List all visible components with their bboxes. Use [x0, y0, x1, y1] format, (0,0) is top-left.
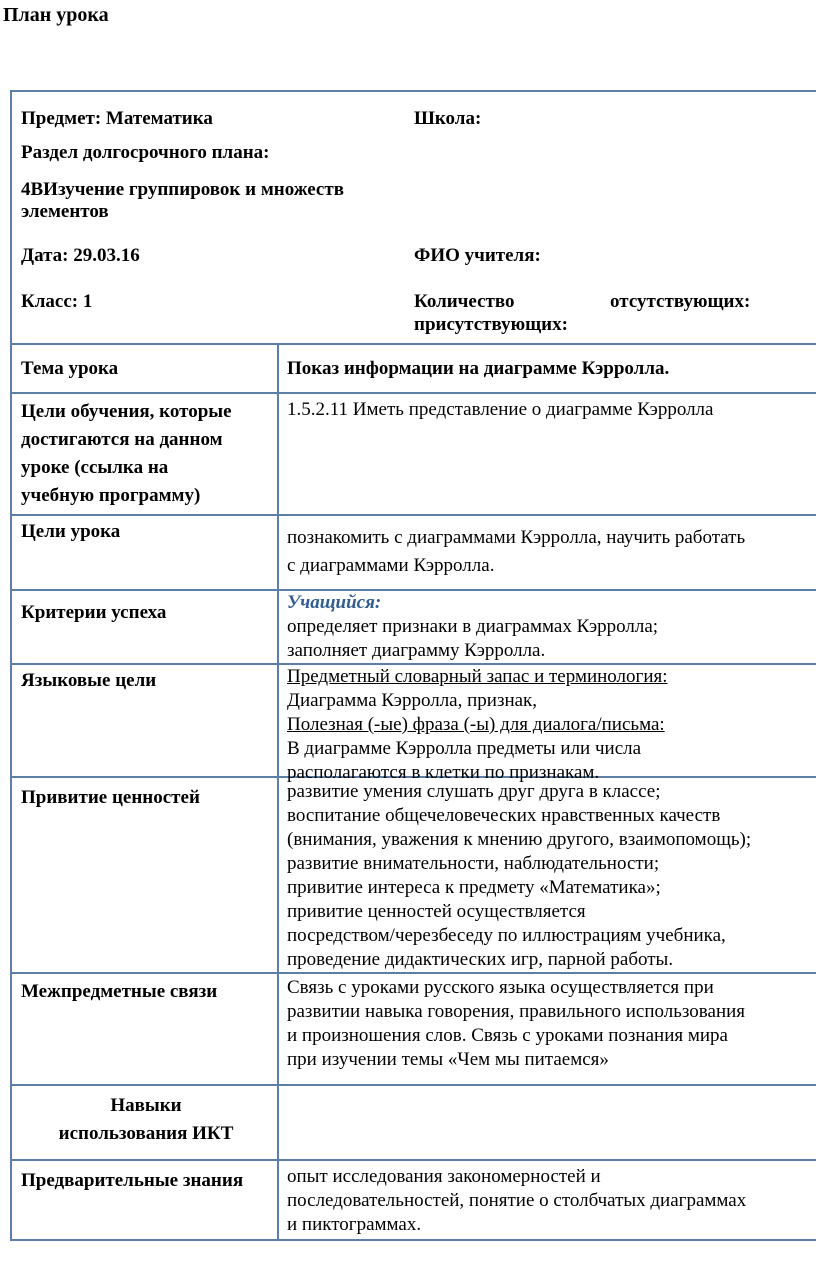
teacher-field: ФИО учителя: — [414, 245, 541, 266]
section-label: Раздел долгосрочного плана: — [21, 142, 270, 163]
student-role-label: Учащийся: — [287, 592, 382, 613]
value-line: Связь с уроками русского языка осуществляется при — [287, 977, 714, 998]
value-line: Диаграмма Кэрролла, признак, — [287, 690, 538, 711]
row-label-text: Межпредметные связи — [21, 981, 218, 1002]
value-line: воспитание общечеловеческих нравственных качеств — [287, 805, 721, 826]
row-label-text: Навыки — [110, 1095, 182, 1116]
row-label-lesson-goals — [12, 516, 279, 589]
value-line: привитие интереса к предмету «Математика»; — [287, 877, 661, 898]
value-line: посредством/черезбеседу по иллюстрациям учебника, — [287, 925, 726, 946]
date-field: Дата: 29.03.16 — [21, 245, 140, 266]
row-label-success-criteria — [12, 591, 279, 663]
section-value-line-1: 4ВИзучение группировок и множеств — [21, 179, 344, 200]
table-row-ict-skills — [12, 1086, 816, 1161]
value-line: привитие ценностей осуществляется — [287, 901, 586, 922]
absent-count-label-2: отсутствующих: — [610, 291, 751, 312]
row-label-text: Цели урока — [21, 521, 121, 542]
row-value-topic — [281, 345, 816, 392]
useful-phrases-heading: Полезная (-ые) фраза (-ы) для диалога/письма: — [287, 714, 665, 735]
row-label-values — [12, 778, 279, 972]
value-line: развитие внимательности, наблюдательности; — [287, 853, 660, 874]
topic-text: Показ информации на диаграмме Кэрролла. — [287, 358, 670, 379]
row-value-interdisciplinary — [281, 974, 816, 1084]
value-line: и пиктограммах. — [287, 1214, 422, 1235]
table-row-learning-objectives — [12, 394, 816, 516]
value-line: развитии навыка говорения, правильного использования — [287, 1001, 746, 1022]
row-label-text: Цели обучения, которые — [21, 401, 232, 422]
row-value-language-goals — [281, 665, 816, 783]
value-line: при изучении темы «Чем мы питаемся» — [287, 1049, 609, 1070]
table-row-prior-knowledge — [12, 1161, 816, 1241]
value-line: В диаграмме Кэрролла предметы или числа — [287, 738, 642, 759]
table-row-lesson-goals — [12, 516, 816, 591]
row-value-lesson-goals — [281, 516, 816, 589]
document-title: План урока — [3, 4, 109, 26]
value-line: развитие умения слушать друг друга в классе; — [287, 781, 661, 802]
class-field: Класс: 1 — [21, 291, 93, 312]
row-label-language-goals — [12, 665, 279, 776]
row-label-text: Тема урока — [21, 358, 119, 379]
value-line: (внимания, уважения к мнению другого, взаимопомощь); — [287, 829, 752, 850]
table-row-values — [12, 778, 816, 974]
table-row-interdisciplinary — [12, 974, 816, 1086]
row-label-ict-skills — [12, 1086, 279, 1159]
row-label-text: учебную программу) — [21, 485, 201, 506]
row-label-text: Языковые цели — [21, 670, 157, 691]
value-line: опыт исследования закономерностей и — [287, 1166, 601, 1187]
value-line: определяет признаки в диаграммах Кэрролла; — [287, 616, 659, 637]
row-value-ict-skills — [281, 1086, 816, 1159]
value-line: последовательностей, понятие о столбчатых диаграммах — [287, 1190, 747, 1211]
value-line: и произношения слов. Связь с уроками познания мира — [287, 1025, 728, 1046]
section-value-line-2: элементов — [21, 201, 109, 222]
vocabulary-heading: Предметный словарный запас и терминология: — [287, 666, 668, 687]
row-label-text: Критерии успеха — [21, 602, 167, 623]
row-label-text: уроке (ссылка на — [21, 457, 169, 478]
school-field: Школа: — [414, 108, 482, 129]
value-line: познакомить с диаграммами Кэрролла, научить работать — [287, 527, 746, 548]
value-line: с диаграммами Кэрролла. — [287, 555, 495, 576]
table-row-topic — [12, 345, 816, 394]
row-value-success-criteria — [281, 591, 816, 663]
row-value-learning-objectives — [281, 394, 816, 514]
value-line: заполняет диаграмму Кэрролла. — [287, 640, 546, 661]
row-label-text: достигаются на данном — [21, 429, 223, 450]
row-label-text: использования ИКТ — [58, 1123, 234, 1144]
table-row-success-criteria — [12, 591, 816, 665]
row-value-prior-knowledge — [281, 1161, 816, 1241]
row-label-prior-knowledge — [12, 1161, 279, 1241]
present-count-label: присутствующих: — [414, 314, 568, 335]
row-label-topic — [12, 345, 279, 392]
value-line: проведение дидактических игр, парной работы. — [287, 949, 674, 970]
row-label-learning-objectives — [12, 394, 279, 514]
row-label-interdisciplinary — [12, 974, 279, 1084]
lesson-plan-table — [10, 90, 816, 1241]
row-label-text: Предварительные знания — [21, 1170, 244, 1191]
objective-text: 1.5.2.11 Иметь представление о диаграмме Кэрролла — [287, 399, 714, 420]
row-value-values — [281, 778, 816, 972]
value-line: располагаются в клетки по признакам. — [287, 762, 600, 783]
plan-header — [12, 92, 816, 345]
subject-field: Предмет: Математика — [21, 108, 213, 129]
absent-count-label: Количество — [414, 291, 515, 312]
row-label-text: Привитие ценностей — [21, 787, 200, 808]
table-row-language-goals — [12, 665, 816, 783]
